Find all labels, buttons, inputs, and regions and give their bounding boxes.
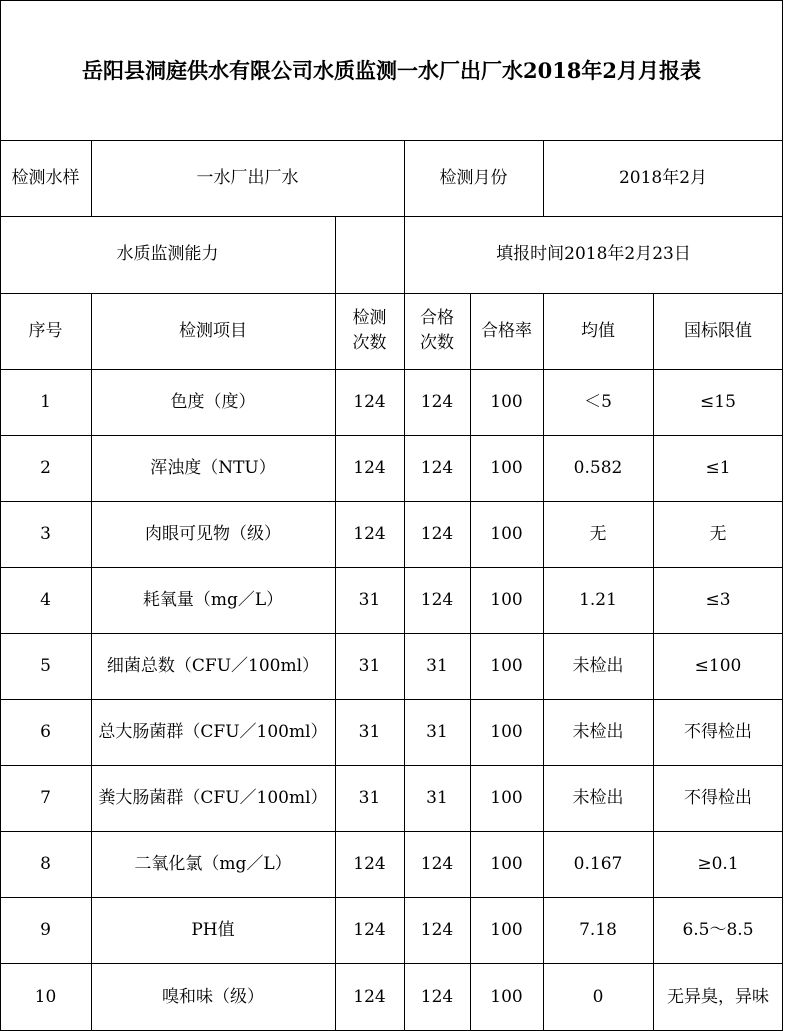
row-2-rate: 100 (490, 457, 523, 478)
row-9-no: 9 (40, 919, 51, 940)
row-9-mean: 7.18 (579, 919, 617, 940)
row-3-limit: 无 (709, 523, 727, 544)
row-9-tests: 124 (353, 919, 386, 940)
row-1-no: 1 (40, 391, 51, 412)
row-4-no: 4 (40, 589, 51, 610)
row-1-tests: 124 (353, 391, 386, 412)
row-3-mean: 无 (589, 523, 607, 544)
row-3-rate: 100 (490, 523, 523, 544)
row-7-no: 7 (40, 787, 51, 808)
header-item: 检测项目 (179, 320, 247, 341)
fill-time: 填报时间2018年2月23日 (496, 244, 691, 264)
row-4-item: 耗氧量（mg／L） (142, 589, 284, 610)
header-tests-line-1: 检测 (352, 308, 387, 328)
row-10-no: 10 (34, 986, 57, 1007)
row-4-tests: 31 (358, 589, 381, 610)
row-4-mean: 1.21 (579, 589, 617, 610)
header-limit: 国标限值 (684, 320, 752, 341)
header-mean: 均值 (581, 320, 615, 341)
row-2-tests: 124 (353, 457, 386, 478)
capability-label: 水质监测能力 (116, 244, 219, 264)
header-no: 序号 (28, 320, 63, 341)
month-label: 检测月份 (439, 167, 508, 188)
row-3-tests: 124 (353, 523, 386, 544)
row-1-rate: 100 (490, 391, 523, 412)
row-8-mean: 0.167 (573, 853, 623, 874)
row-9-limit: 6.5～8.5 (682, 919, 754, 940)
row-7-rate: 100 (490, 787, 523, 808)
header-passed-line-1: 合格 (420, 308, 454, 328)
row-6-tests: 31 (358, 721, 381, 742)
header-passed (404, 293, 470, 369)
row-6-rate: 100 (490, 721, 523, 742)
row-5-tests: 31 (358, 655, 381, 676)
row-3-no: 3 (40, 523, 51, 544)
row-1-passed: 124 (420, 391, 454, 412)
row-6-mean: 未检出 (572, 721, 624, 742)
row-2-passed: 124 (420, 457, 454, 478)
row-5-passed: 31 (426, 655, 448, 676)
header-tests-line-2: 次数 (352, 333, 387, 353)
row-5-mean: 未检出 (572, 655, 624, 676)
row-4-rate: 100 (490, 589, 523, 610)
row-6-no: 6 (40, 721, 51, 742)
row-7-passed: 31 (426, 787, 448, 808)
header-rate: 合格率 (481, 320, 532, 341)
row-6-item: 总大肠菌群（CFU／100ml） (98, 721, 328, 742)
sample-label: 检测水样 (11, 167, 80, 188)
row-7-limit: 不得检出 (684, 787, 752, 808)
row-10-mean: 0 (592, 986, 604, 1007)
row-10-passed: 124 (420, 986, 454, 1007)
row-10-tests: 124 (353, 986, 386, 1007)
row-8-limit: ≥0.1 (697, 853, 739, 874)
row-7-mean: 未检出 (572, 787, 624, 808)
row-9-item: PH值 (191, 919, 235, 940)
row-4-passed: 124 (420, 589, 454, 610)
row-2-no: 2 (40, 457, 51, 478)
row-8-no: 8 (40, 853, 51, 874)
row-10-rate: 100 (490, 986, 523, 1007)
row-1-limit: ≤15 (700, 391, 736, 412)
row-6-limit: 不得检出 (684, 721, 752, 742)
row-3-passed: 124 (420, 523, 454, 544)
header-passed-line-2: 次数 (420, 333, 454, 353)
row-5-rate: 100 (490, 655, 523, 676)
row-7-item: 粪大肠菌群（CFU／100ml） (98, 787, 328, 808)
row-2-mean: 0.582 (573, 457, 623, 478)
row-4-limit: ≤3 (705, 589, 731, 610)
row-5-item: 细菌总数（CFU／100ml） (106, 655, 320, 676)
row-2-limit: ≤1 (705, 457, 731, 478)
row-5-limit: ≤100 (694, 655, 742, 676)
row-7-tests: 31 (358, 787, 381, 808)
row-9-rate: 100 (490, 919, 523, 940)
row-8-passed: 124 (420, 853, 454, 874)
row-10-item: 嗅和味（级） (162, 986, 264, 1007)
report-title: 岳阳县洞庭供水有限公司水质监测一水厂出厂水2018年2月月报表 (81, 58, 702, 83)
row-8-tests: 124 (353, 853, 386, 874)
row-3-item: 肉眼可见物（级） (145, 523, 281, 544)
row-2-item: 浑浊度（NTU） (150, 457, 276, 478)
sample-value: 一水厂出厂水 (196, 167, 299, 188)
row-1-mean: ＜5 (584, 391, 612, 412)
row-6-passed: 31 (426, 721, 448, 742)
row-10-limit: 无异臭，异味 (667, 986, 769, 1007)
row-5-no: 5 (40, 655, 51, 676)
capability-value-empty (335, 216, 404, 293)
row-8-item: 二氧化氯（mg／L） (134, 853, 292, 874)
row-8-rate: 100 (490, 853, 523, 874)
row-9-passed: 124 (420, 919, 454, 940)
header-tests (335, 293, 404, 369)
row-1-item: 色度（度） (170, 391, 256, 412)
month-value: 2018年2月 (618, 167, 708, 188)
